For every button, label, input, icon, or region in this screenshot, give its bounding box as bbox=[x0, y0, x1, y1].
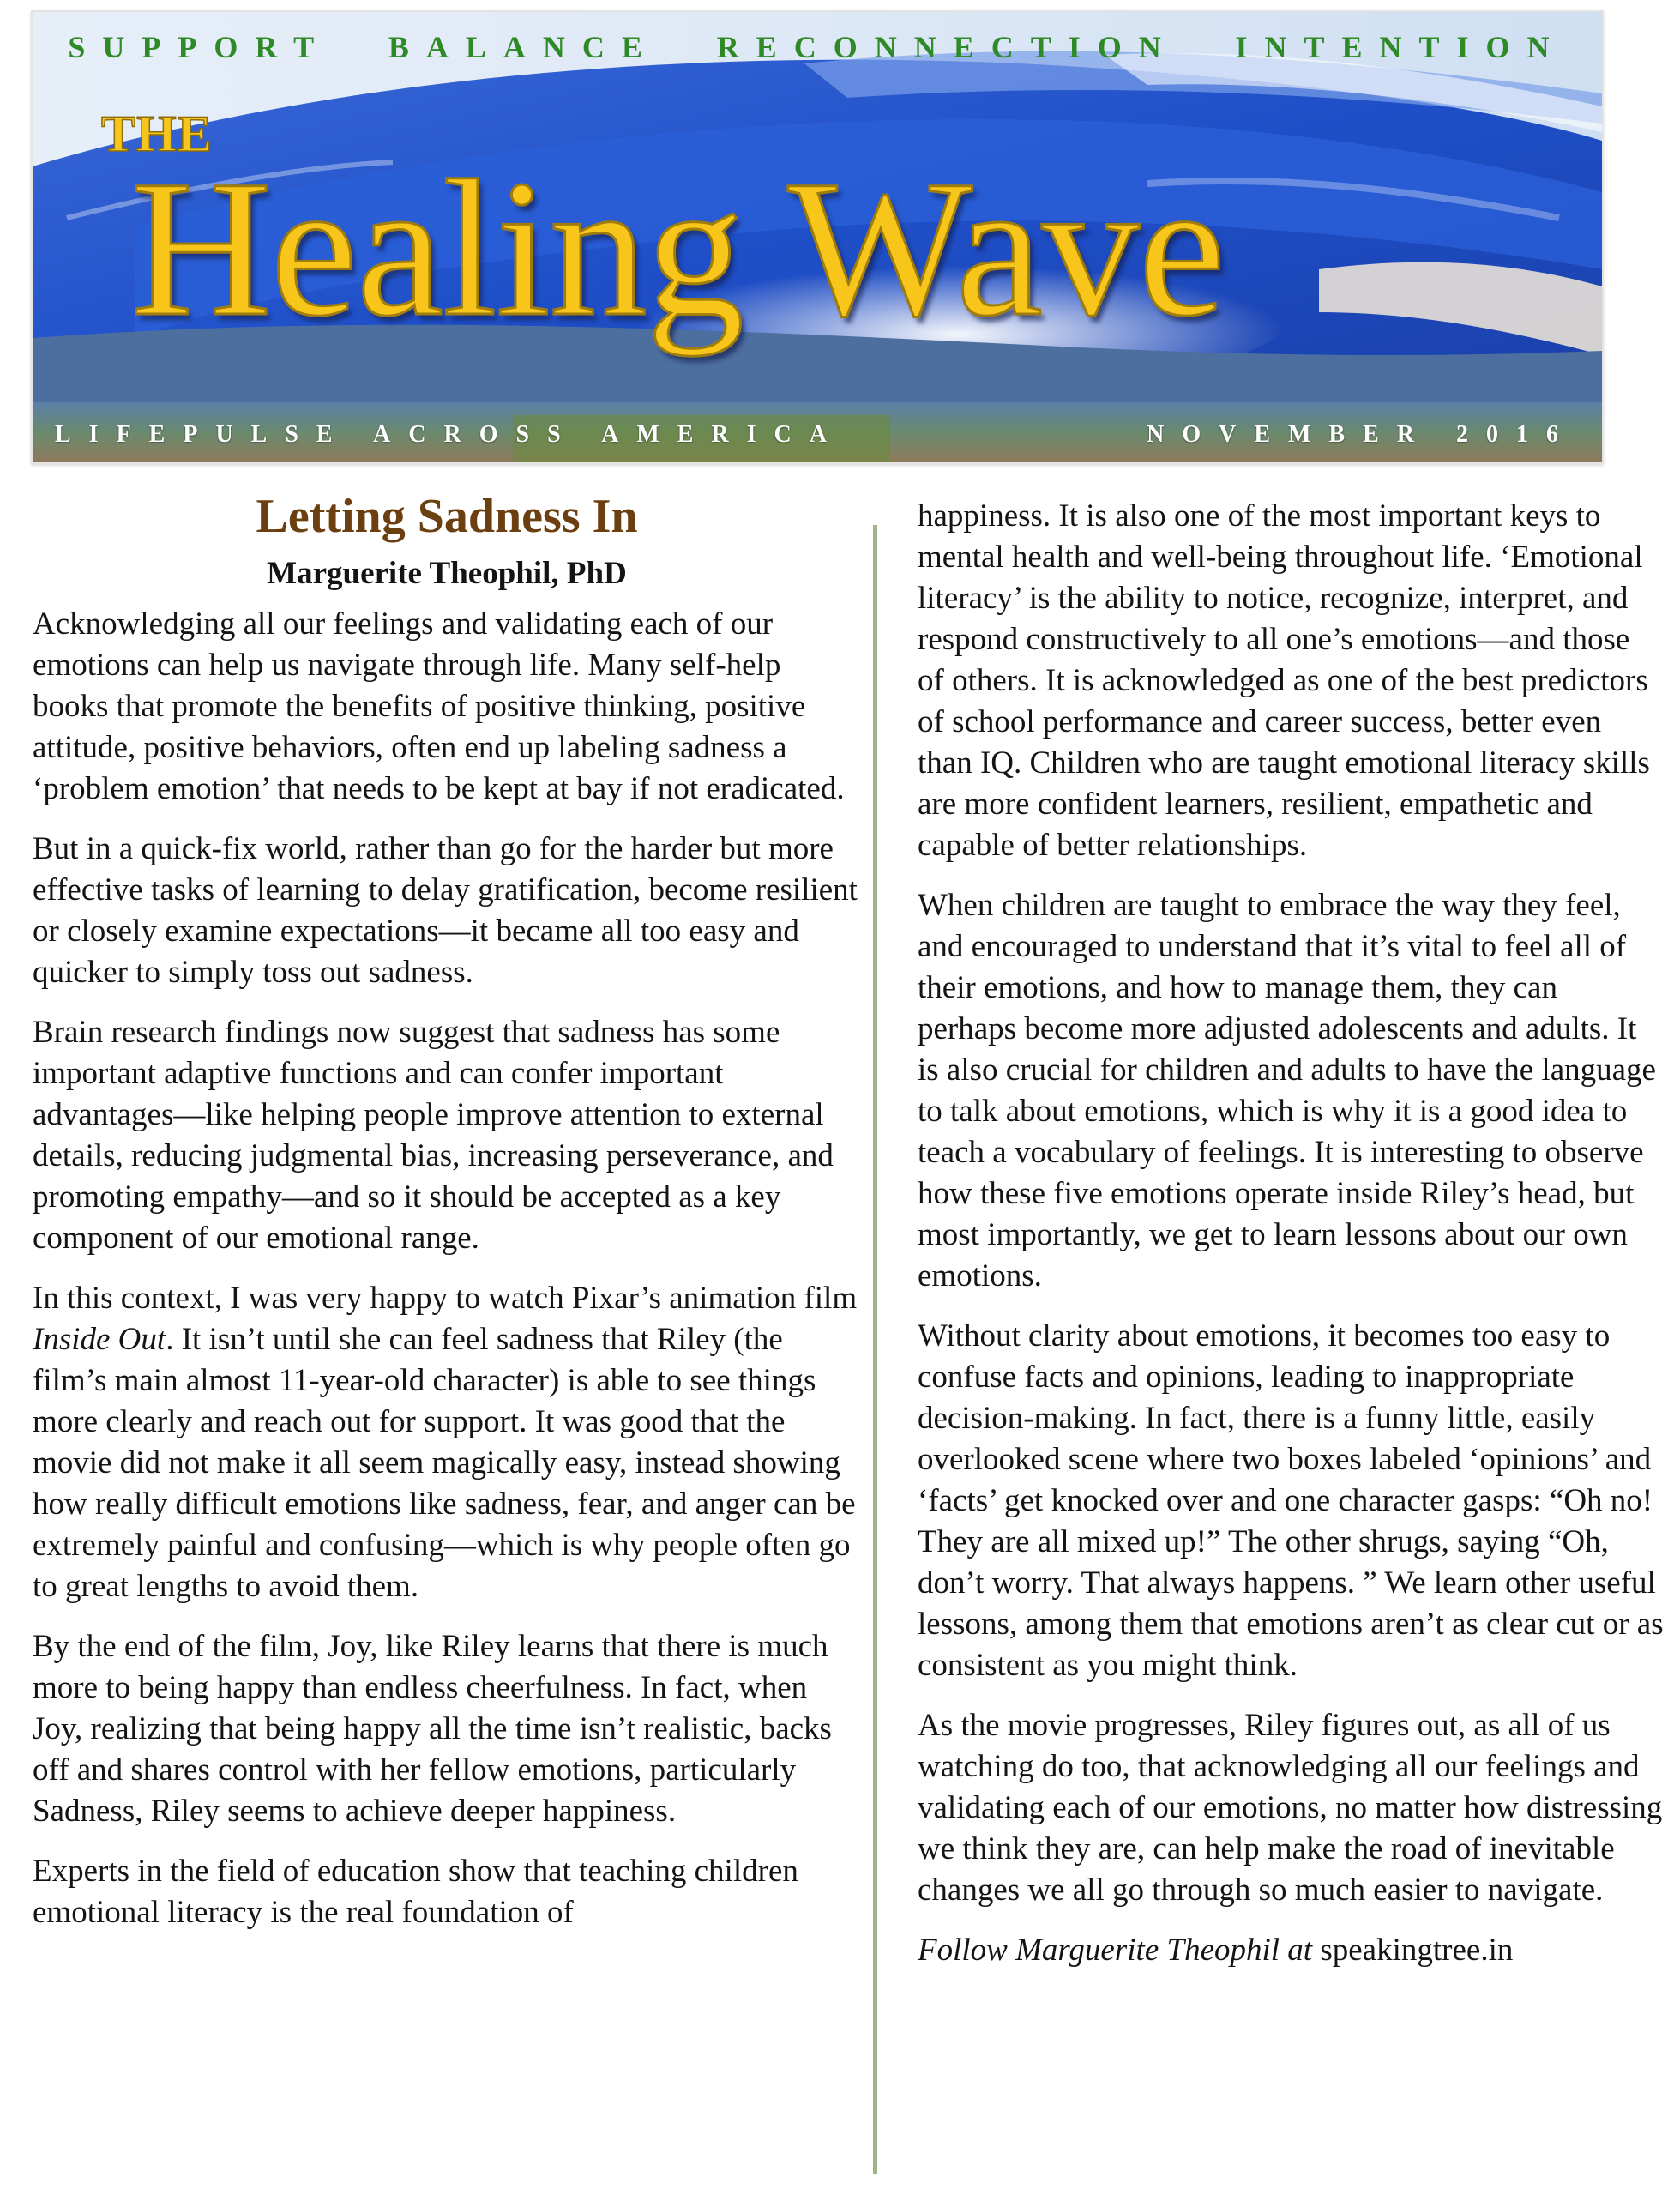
tagline-word-intention: INTENTION bbox=[1235, 30, 1567, 64]
tagline-word-support: SUPPORT bbox=[68, 30, 332, 64]
article-paragraph: Acknowledging all our feelings and validating each of our emotions can help us navigate through life. Many self-help books that promote the benefits of positive thinking, positive attitude, positive behaviors, often end up labeling sadness a ‘problem emotion’ that needs to be kept at bay if not eradicated. bbox=[33, 606, 845, 806]
article-paragraph: As the movie progresses, Riley figures out, as all of us watching do too, that acknowledging all our feelings and validating each of our emotions, no matter how distressing we think they are, can help make the road of inevitable changes we all go through so much easier to navigate. bbox=[918, 1708, 1663, 1908]
masthead-banner bbox=[31, 10, 1604, 464]
masthead-tagline bbox=[33, 21, 1602, 74]
article-paragraph bbox=[33, 1278, 861, 1607]
tagline-word-balance: BALANCE bbox=[388, 30, 659, 64]
article-column-right bbox=[918, 496, 1664, 1990]
follow-label: Follow Marguerite Theophil at bbox=[918, 1933, 1313, 1968]
article-paragraph: Without clarity about emotions, it becomes too easy to confuse facts and opinions, leading to inappropriate decision-making. In fact, there is a funny little, easily overlooked scene where two boxes labeled ‘opinions’ and ‘facts’ get knocked over and one character gasps: “Oh no! They are all mixed up!” The other shrugs, saying “Oh, don’t worry. That always happens. ” We learn other useful lessons, among them that emotions aren’t as clear cut or as consistent as you might think. bbox=[918, 1318, 1664, 1683]
paragraph-text: . It isn’t until she can feel sadness that Riley (the film’s main almost 11-year-old character) is able to see things more clearly and reach out for support. It was good that the movie did not make it all seem magically easy, instead showing how really difficult emotions like sadness, fear, and anger can be extremely painful and confusing—which is why people often go to great lengths to avoid them. bbox=[33, 1322, 856, 1604]
author-follow-line bbox=[918, 1930, 1664, 1971]
article-column-left bbox=[33, 480, 861, 1952]
tagline-word-reconnection: RECONNECTION bbox=[716, 30, 1178, 64]
article-paragraph: By the end of the film, Joy, like Riley learns that there is much more to being happy than endless cheerfulness. In fact, when Joy, realizing that being happy all the time isn’t realistic, backs off and shares control with her fellow emotions, particularly Sadness, Riley seems to achieve deeper happiness. bbox=[33, 1629, 832, 1829]
article-paragraph: happiness. It is also one of the most important keys to mental health and well-being throughout life. ‘Emotional literacy’ is the ability to notice, recognize, interpret, and respond constructively to all one’s emotions—and those of others. It is acknowledged as one of the best predictors of school performance and career success, better even than IQ. Children who are taught emotional literacy skills are more confident learners, resilient, empathetic and capable of better relationships. bbox=[918, 498, 1650, 863]
masthead-title: Healing Wave bbox=[130, 141, 1225, 357]
masthead-title-the: THE bbox=[101, 106, 213, 162]
article-paragraph: Brain research findings now suggest that sadness has some important adaptive functions and can confer important advantages—like helping people improve attention to external details, reducing judgmental bias, increasing perseverance, and promoting empathy—and so it should be accepted as a key component of our emotional range. bbox=[33, 1015, 834, 1256]
article-byline: Marguerite Theophil, PhD bbox=[267, 556, 627, 591]
article-title: Letting Sadness In bbox=[256, 490, 638, 543]
author-website-link[interactable]: speakingtree.in bbox=[1320, 1933, 1514, 1968]
column-divider bbox=[873, 525, 877, 2174]
paragraph-text: In this context, I was very happy to watch Pixar’s animation film bbox=[33, 1281, 858, 1316]
issue-date: NOVEMBER 2016 bbox=[1147, 420, 1576, 448]
article-paragraph: When children are taught to embrace the way they feel, and encouraged to understand that it’s vital to feel all of their emotions, and how to manage them, they can perhaps become more adjusted adolescents and adults. It is also crucial for children and adults to have the language to talk about emotions, which is why it is a good idea to teach a vocabulary of feelings. It is interesting to observe how these five emotions operate inside Riley’s head, but most importantly, we get to learn lessons about our own emotions. bbox=[918, 888, 1656, 1294]
publication-name: LIFEPULSE ACROSS AMERICA bbox=[55, 420, 845, 448]
masthead-footer-band bbox=[33, 408, 1602, 461]
film-title: Inside Out bbox=[33, 1322, 166, 1357]
article-paragraph: Experts in the field of education show that teaching children emotional literacy is the real foundation of bbox=[33, 1854, 798, 1930]
article-paragraph: But in a quick-fix world, rather than go for the harder but more effective tasks of learning to delay gratification, become resilient or closely examine expectations—it became all too easy and quicker to simply toss out sadness. bbox=[33, 831, 858, 990]
